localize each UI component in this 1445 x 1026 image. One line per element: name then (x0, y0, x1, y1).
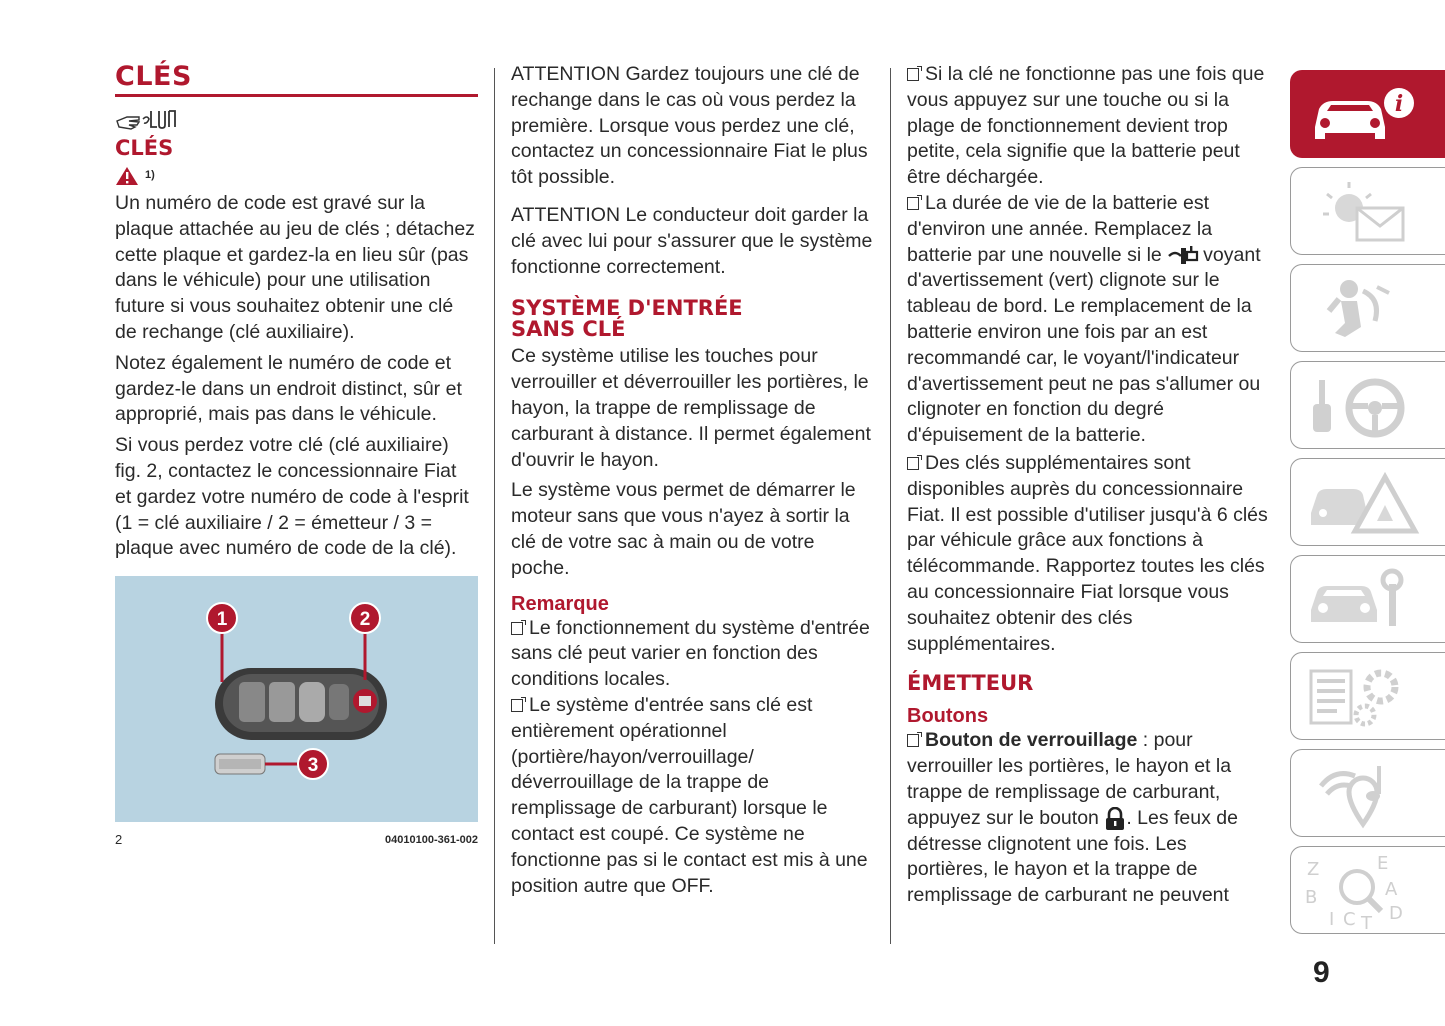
warning-reference: 1) (145, 169, 155, 182)
tab-emergency[interactable] (1290, 458, 1445, 546)
bullet-text: Le système d'entrée sans clé est entièrement opérationnel (portière/hayon/verrouillage/ déverrouillage de la trappe de remplissage de carburant) lorsque le contact est coupé. Ce système ne fonctionne pas si le contact est mis à une position autre que OFF. (511, 693, 868, 897)
airbag-seat-icon (1305, 271, 1425, 347)
tab-index[interactable] (1290, 846, 1445, 934)
bullet-text: La durée de vie de la batterie est d'environ une année. Remplacez la batterie par une nouvelle si le (907, 191, 1213, 266)
car-info-icon (1305, 77, 1425, 153)
tab-car-info[interactable] (1290, 70, 1445, 158)
section-title-keyless (511, 298, 876, 340)
lights-messages-icon (1305, 174, 1425, 250)
car-wrench-icon (1305, 562, 1425, 638)
index-letter-e: E (1377, 853, 1389, 874)
index-letter-i: I (1329, 909, 1335, 929)
key-warning-light-icon (1167, 244, 1203, 266)
paragraph-note-code: Notez également le numéro de code et gardez-le dans un endroit distinct, sûr et approprié, mais pas dans le véhicule. (115, 351, 462, 426)
index-letter-t: T (1361, 913, 1372, 929)
tab-multimedia[interactable] (1290, 749, 1445, 837)
paragraph-code-plate: Un numéro de code est gravé sur la plaque attachée au jeu de clés ; détachez cette plaque et gardez-la en lieu sûr (pas dans le véhicule) pour une utilisation future si vous souhaitez obtenir une clé de rechange (clé auxiliaire). (115, 192, 475, 343)
bullet-box-icon (907, 457, 919, 470)
index-letter-c: C (1343, 909, 1356, 929)
figure-key-set (115, 576, 478, 822)
key-steering-wheel-icon (1305, 368, 1425, 444)
figure-number: 2 (115, 832, 123, 848)
index-letter-z: Z (1307, 859, 1320, 880)
bullet-keyless-local (511, 616, 876, 693)
subsection-buttons: Boutons (907, 705, 989, 728)
bullet-extra-keys (907, 451, 1272, 657)
tab-technical-data[interactable] (1290, 652, 1445, 740)
bullet-lock-button (907, 728, 1272, 909)
warning-row (115, 163, 478, 189)
key-fob-illustration (115, 576, 478, 822)
padlock-icon (1104, 807, 1126, 831)
bullet-text: Des clés supplémentaires sont disponibles auprès du concessionnaire Fiat. Il est possible d'utiliser jusqu'à 6 clés par véhicule grâce aux fonctions à télécommande. Rapportez toutes les clés au concessionnaire Fiat lorsque vous souhaitez obtenir des clés supplémentaires. (907, 451, 1268, 655)
callout-1: 1 (216, 609, 228, 631)
column-divider-2 (890, 68, 891, 944)
emergency-icon (1305, 465, 1425, 541)
bullet-box-icon (511, 699, 523, 712)
tab-lights-messages[interactable] (1290, 167, 1445, 255)
bullet-text-continued: . Les feux de détresse clignotent une fois. Les portières, le hayon et la trappe de remplissage de carburant ne peuvent (907, 806, 1238, 907)
callout-2: 2 (359, 609, 371, 631)
warning-triangle-icon (115, 166, 139, 186)
bullet-text: : pour verrouiller les portières, le hayon et la trappe de remplissage de carburant, appuyez sur le bouton (907, 729, 1232, 829)
bullet-box-icon (907, 197, 919, 210)
column-1 (115, 62, 478, 848)
bullet-battery-life (907, 191, 1272, 449)
section-title-keyless-line1: SYSTÈME D'ENTRÉE (511, 296, 743, 321)
bullet-box-icon (907, 734, 919, 747)
column-3 (907, 62, 1272, 909)
lock-button-label: Bouton de verrouillage (925, 729, 1138, 752)
section-title-cles: CLÉS (115, 62, 478, 97)
index-letter-d: D (1389, 903, 1403, 924)
index-letter-a: A (1385, 879, 1398, 900)
section-title-keyless-line2: SANS CLÉ (511, 317, 626, 342)
bullet-text: Si la clé ne fonctionne pas une fois que vous appuyez sur une touche ou si la plage de fonctionnement devient trop petite, cela signifie que la batterie peut être déchargée. (907, 63, 1265, 189)
figure-code: 04010100-361-002 (385, 834, 478, 847)
multimedia-icon (1305, 756, 1425, 832)
index-letter-b: B (1305, 887, 1318, 908)
bullet-box-icon (907, 68, 919, 81)
svg-text:i: i (1394, 91, 1404, 117)
paragraph-keyless-start: Le système vous permet de démarrer le moteur sans que vous n'ayez à sortir la clé de votre sac à main ou de votre poche. (511, 479, 856, 579)
section-title-emetteur: ÉMETTEUR (907, 671, 1034, 696)
attention-spare-key: ATTENTION Gardez toujours une clé de rechange dans le cas où vous perdez la première. Lorsque vous perdez une clé, contactez un concessionnaire Fiat le plus tôt possible. (511, 63, 868, 189)
column-divider-1 (494, 68, 495, 944)
callout-3: 3 (307, 755, 319, 777)
paragraph-lost-key: Si vous perdez votre clé (clé auxiliaire) fig. 2, contactez le concessionnaire Fiat et gardez votre numéro de code à l'esprit (1 = clé auxiliaire / 2 = émetteur / 3 = plaque avec numéro de code de la clé). (115, 434, 469, 560)
subsection-title-cles: CLÉS (115, 136, 174, 160)
column-2 (511, 62, 876, 899)
bullet-text-continued: voyant d'avertissement (vert) clignote sur le tableau de bord. Le remplacement de la batterie environ une fois par an est recommandé car, le voyant/l'indicateur d'avertissement peut ne pas s'allumer ou clignoter en fonction du degré d'épuisement de la batterie. (907, 243, 1261, 447)
page-number: 9 (1313, 956, 1330, 989)
hand-pointer-lui-icon (115, 107, 179, 133)
remark-title: Remarque (511, 592, 609, 615)
bullet-text: Le fonctionnement du système d'entrée sans clé peut varier en fonction des conditions locales. (511, 616, 870, 691)
attention-driver-key: ATTENTION Le conducteur doit garder la clé avec lui pour s'assurer que le système fonctionne correctement. (511, 203, 873, 278)
index-magnifier-icon (1305, 853, 1425, 929)
paragraph-keyless-system: Ce système utilise les touches pour verrouiller et déverrouiller les portières, le hayon, la trappe de remplissage de carburant à distance. Il permet également d'ouvrir le hayon. (511, 345, 871, 471)
tab-servicing[interactable] (1290, 555, 1445, 643)
technical-data-icon (1305, 659, 1425, 735)
bullet-keyless-operational (511, 693, 876, 899)
tab-safety[interactable] (1290, 264, 1445, 352)
figure-caption (115, 832, 478, 848)
bullet-key-not-working (907, 62, 1272, 191)
bullet-box-icon (511, 622, 523, 635)
tab-starting-driving[interactable] (1290, 361, 1445, 449)
